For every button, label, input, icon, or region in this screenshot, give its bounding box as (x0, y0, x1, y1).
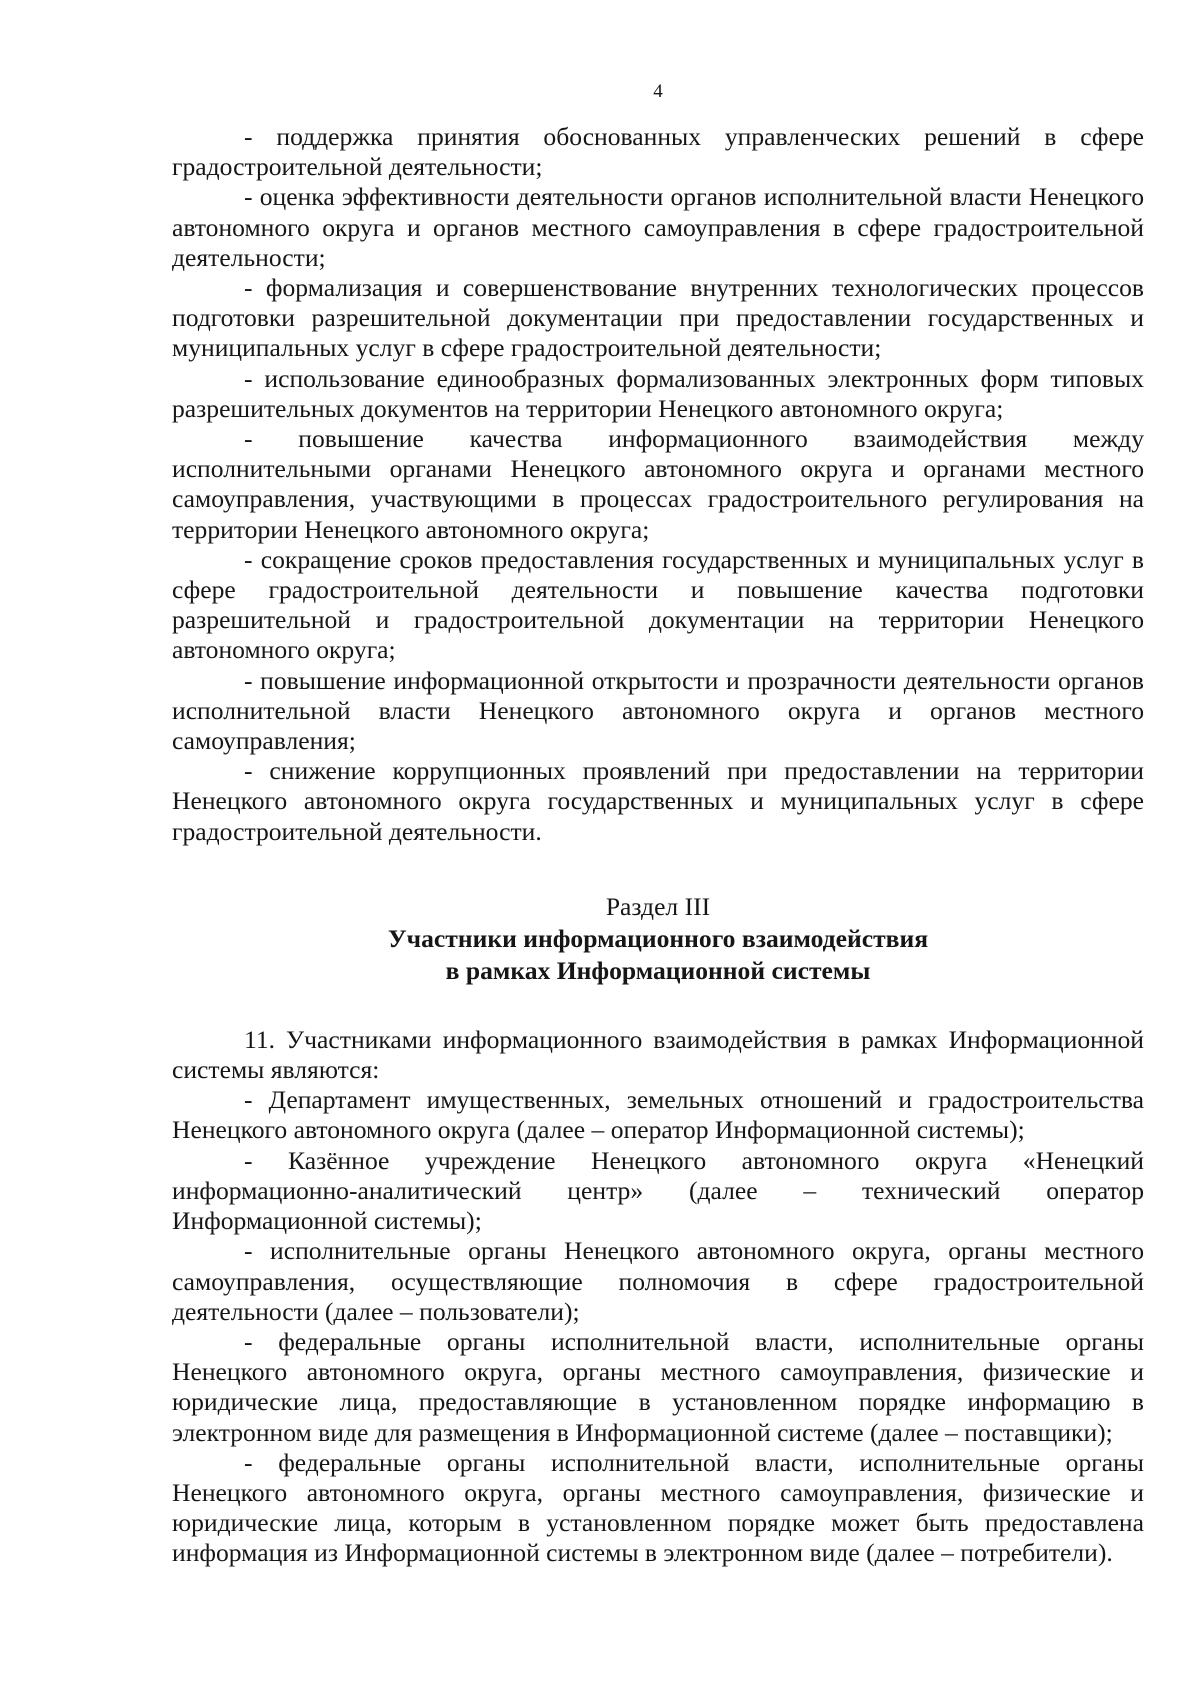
section-title-line-1: Участники информационного взаимодействия (387, 923, 929, 953)
goals-list (172, 122, 1144, 847)
list-item: - снижение коррупционных проявлений при предоставлении на территории Ненецкого автономного округа государственных и муниципальных услуг в сфере градостроительной деятельности. (172, 756, 1144, 846)
section-label: Раздел III (605, 891, 711, 921)
list-item: - повышение информационной открытости и прозрачности деятельности органов исполнительной власти Ненецкого автономного округа и органов местного самоуправления; (172, 665, 1144, 756)
list-item: - оценка эффективности деятельности органов исполнительной власти Ненецкого автономного округа и органов местного самоуправления в сфере градостроительной деятельности; (172, 182, 1144, 272)
list-item: - федеральные органы исполнительной власти, исполнительные органы Ненецкого автономного округа, органы местного самоуправления, физические и юридические лица, которым в установленном порядке может быть предоставлена информация из Информационной системы в электронном виде (далее – потребители). (172, 1447, 1144, 1568)
clause-11 (172, 1025, 1144, 1569)
section-title-line-2: в рамках Информационной системы (445, 955, 871, 985)
list-item: - федеральные органы исполнительной власти, исполнительные органы Ненецкого автономного округа, органы местного самоуправления, физические и юридические лица, предоставляющие в установленном порядке информацию в электронном виде для размещения в Информационной системе (далее – поставщики); (172, 1326, 1144, 1447)
list-item: - Департамент имущественных, земельных отношений и градостроительства Ненецкого автономного округа (далее – оператор Информационной системы); (172, 1085, 1144, 1145)
clause-intro: 11. Участниками информационного взаимодействия в рамках Информационной системы являются: (172, 1024, 1144, 1085)
list-item: - повышение качества информационного взаимодействия между исполнительными органами Ненецкого автономного округа и органами местного самоуправления, участвующими в процессах градостроительного регулирования на территории Ненецкого автономного округа; (172, 424, 1144, 544)
list-item: - поддержка принятия обоснованных управленческих решений в сфере градостроительной деятельности; (172, 122, 1144, 182)
list-item: - сокращение сроков предоставления государственных и муниципальных услуг в сфере градостроительной деятельности и повышение качества подготовки разрешительной и градостроительной документации на территории Ненецкого автономного округа; (172, 544, 1144, 665)
list-item: - исполнительные органы Ненецкого автономного округа, органы местного самоуправления, осуществляющие полномочия в сфере градостроительной деятельности (далее – пользователи); (172, 1236, 1144, 1326)
list-item: - использование единообразных формализованных электронных форм типовых разрешительных документов на территории Ненецкого автономного округа; (172, 363, 1144, 423)
section-heading (172, 891, 1144, 987)
document-body (172, 122, 1144, 1569)
list-item: - формализация и совершенствование внутренних технологических процессов подготовки разрешительной документации при предоставлении государственных и муниципальных услуг в сфере градостроительной деятельности; (172, 273, 1144, 363)
list-item: - Казённое учреждение Ненецкого автономного округа «Ненецкий информационно-аналитический центр» (далее – технический оператор Информационной системы); (172, 1145, 1144, 1236)
page-number: 4 (653, 81, 663, 102)
